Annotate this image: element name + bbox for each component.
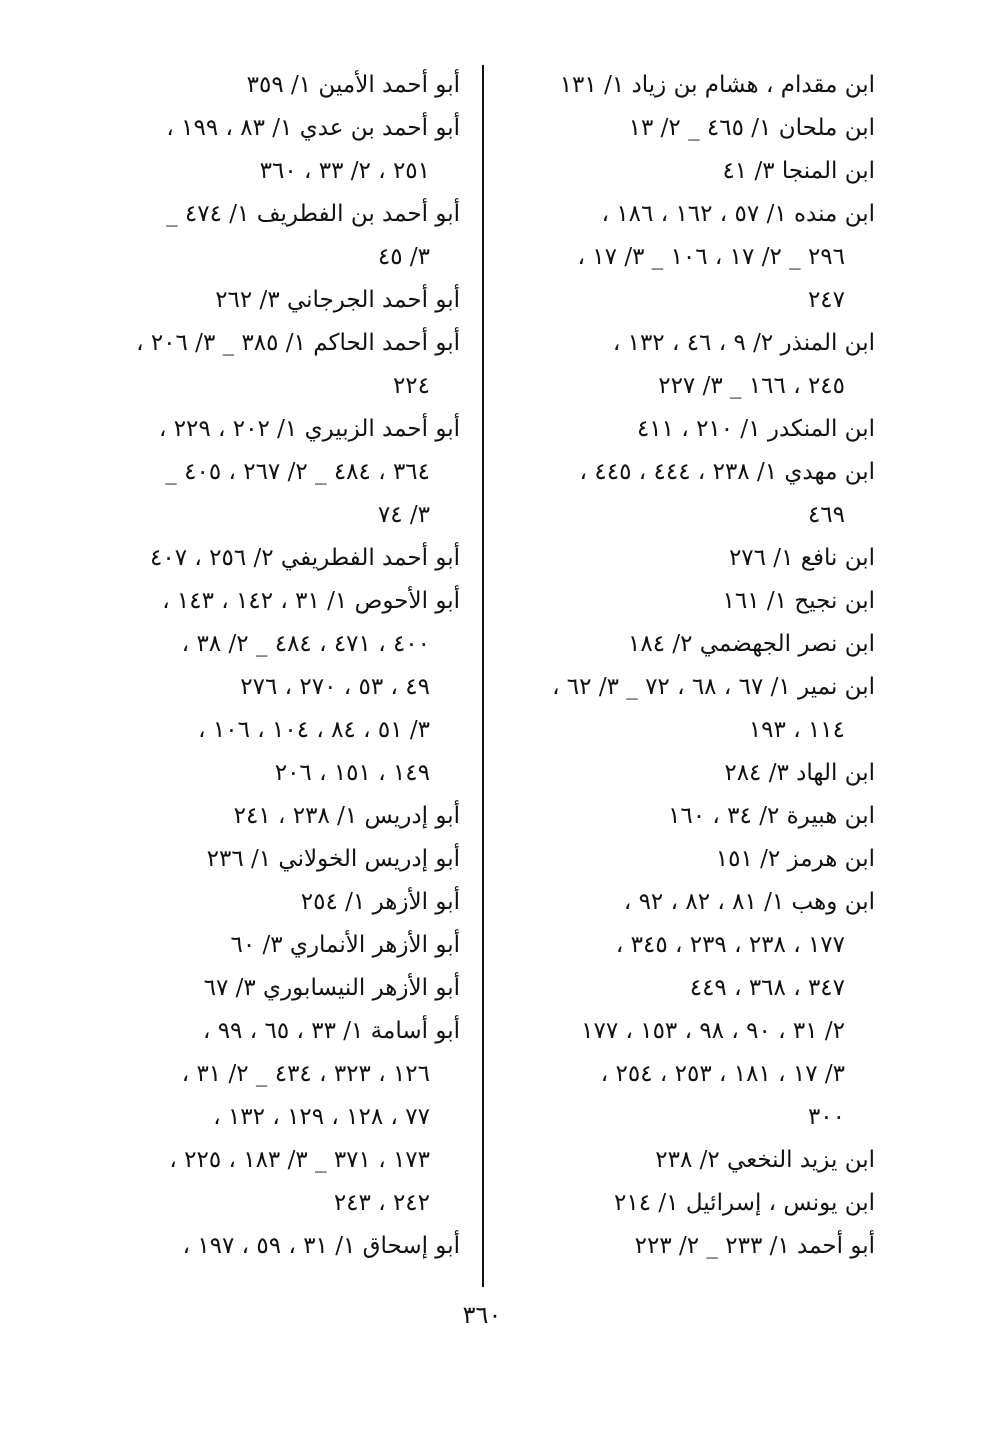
index-entry: أبو أحمد الأمين ١/ ٣٥٩ <box>246 72 460 98</box>
index-entry: ابن المنجا ٣/ ٤١ <box>722 158 875 184</box>
index-entry: أبو أسامة ١/ ٣٣ ، ٦٥ ، ٩٩ ، <box>202 1018 460 1044</box>
index-entry-continuation: ٢٤٢ ، ٢٤٣ <box>333 1190 430 1216</box>
index-entry-continuation: ٢٥١ ، ٢/ ٣٣ ، ٣٦٠ <box>259 158 430 184</box>
index-entry: أبو إسحاق ١/ ٣١ ، ٥٩ ، ١٩٧ ، <box>182 1233 460 1259</box>
index-entry: أبو أحمد بن الفطريف ١/ ٤٧٤ _ <box>166 201 460 227</box>
index-entry: أبو أحمد الجرجاني ٣/ ٢٦٢ <box>215 287 460 313</box>
index-entry: ابن نافع ١/ ٢٧٦ <box>728 545 875 571</box>
index-entry-continuation: ٣/ ٧٤ <box>377 502 430 528</box>
index-entry-continuation: ٢/ ٣١ ، ٩٠ ، ٩٨ ، ١٥٣ ، ١٧٧ <box>581 1018 845 1044</box>
index-entry: ابن هرمز ٢/ ١٥١ <box>715 846 875 872</box>
index-entry-continuation: ٤٠٠ ، ٤٧١ ، ٤٨٤ _ ٢/ ٣٨ ، <box>181 631 430 657</box>
index-entry-continuation: ٢٤٥ ، ١٦٦ _ ٣/ ٢٢٧ <box>658 373 845 399</box>
index-entry-continuation: ٣/ ١٧ ، ١٨١ ، ٢٥٣ ، ٢٥٤ ، <box>600 1061 845 1087</box>
index-entry: أبو أحمد الفطريفي ٢/ ٢٥٦ ، ٤٠٧ <box>150 545 460 571</box>
index-entry-continuation: ٢٩٦ _ ٢/ ١٧ ، ١٠٦ _ ٣/ ١٧ ، <box>577 244 845 270</box>
index-entry-continuation: ٢٤٧ <box>807 287 845 313</box>
index-entry: ابن منده ١/ ٥٧ ، ١٦٢ ، ١٨٦ ، <box>601 201 875 227</box>
index-entry-continuation: ٢٢٤ <box>392 373 430 399</box>
index-entry: أبو أحمد الزبيري ١/ ٢٠٢ ، ٢٢٩ ، <box>158 416 460 442</box>
index-entry: ابن ملحان ١/ ٤٦٥ _ ٢/ ١٣ <box>628 115 875 141</box>
index-column-left <box>95 64 460 1268</box>
index-entry: ابن نمير ١/ ٦٧ ، ٦٨ ، ٧٢ _ ٣/ ٦٢ ، <box>552 674 875 700</box>
index-entry-continuation: ٤٦٩ <box>807 502 845 528</box>
index-entry: ابن المنذر ٢/ ٩ ، ٤٦ ، ١٣٢ ، <box>612 330 875 356</box>
index-entry: ابن يزيد النخعي ٢/ ٢٣٨ <box>655 1147 875 1173</box>
index-entry: أبو الأحوص ١/ ٣١ ، ١٤٢ ، ١٤٣ ، <box>162 588 460 614</box>
index-entry: ابن مهدي ١/ ٢٣٨ ، ٤٤٤ ، ٤٤٥ ، <box>579 459 875 485</box>
index-entry-continuation: ٧٧ ، ١٢٨ ، ١٢٩ ، ١٣٢ ، <box>213 1104 430 1130</box>
index-entry-continuation: ٣/ ٤٥ <box>377 244 430 270</box>
index-entry: أبو أحمد الحاكم ١/ ٣٨٥ _ ٣/ ٢٠٦ ، <box>136 330 460 356</box>
column-divider <box>482 65 484 1287</box>
index-entry: أبو الأزهر ١/ ٢٥٤ <box>300 889 460 915</box>
index-entry-continuation: ٣/ ٥١ ، ٨٤ ، ١٠٤ ، ١٠٦ ، <box>198 717 430 743</box>
index-entry-continuation: ٣٤٧ ، ٣٦٨ ، ٤٤٩ <box>689 975 845 1001</box>
index-entry-continuation: ١٢٦ ، ٣٢٣ ، ٤٣٤ _ ٢/ ٣١ ، <box>181 1061 430 1087</box>
index-entry: أبو أحمد ١/ ٢٣٣ _ ٢/ ٢٢٣ <box>634 1233 875 1259</box>
page-number: ٣٦٠ <box>462 1301 502 1329</box>
index-entry-continuation: ٤٩ ، ٥٣ ، ٢٧٠ ، ٢٧٦ <box>240 674 430 700</box>
index-entry: ابن الهاد ٣/ ٢٨٤ <box>724 760 875 786</box>
index-entry: أبو الأزهر النيسابوري ٣/ ٦٧ <box>203 975 460 1001</box>
index-entry-continuation: ٣٦٤ ، ٤٨٤ _ ٢/ ٢٦٧ ، ٤٠٥ _ <box>165 459 430 485</box>
index-entry: ابن نجيح ١/ ١٦١ <box>722 588 875 614</box>
index-entry: ابن يونس ، إسرائيل ١/ ٢١٤ <box>614 1190 875 1216</box>
index-entry: أبو إدريس ١/ ٢٣٨ ، ٢٤١ <box>233 803 460 829</box>
index-entry-continuation: ١٧٧ ، ٢٣٨ ، ٢٣٩ ، ٣٤٥ ، <box>615 932 845 958</box>
index-entry: ابن نصر الجهضمي ٢/ ١٨٤ <box>627 631 875 657</box>
index-entry: أبو إدريس الخولاني ١/ ٢٣٦ <box>206 846 460 872</box>
index-entry: ابن المنكدر ١/ ٢١٠ ، ٤١١ <box>636 416 875 442</box>
index-entry-continuation: ١٧٣ ، ٣٧١ _ ٣/ ١٨٣ ، ٢٢٥ ، <box>169 1147 430 1173</box>
index-entry: أبو الأزهر الأنماري ٣/ ٦٠ <box>230 932 460 958</box>
index-entry: ابن هبيرة ٢/ ٣٤ ، ١٦٠ <box>668 803 875 829</box>
index-entry-continuation: ١٤٩ ، ١٥١ ، ٢٠٦ <box>274 760 430 786</box>
index-entry-continuation: ٣٠٠ <box>807 1104 845 1130</box>
index-entry-continuation: ١١٤ ، ١٩٣ <box>748 717 845 743</box>
index-column-right <box>505 64 875 1268</box>
index-entry: أبو أحمد بن عدي ١/ ٨٣ ، ١٩٩ ، <box>166 115 460 141</box>
index-entry: ابن مقدام ، هشام بن زياد ١/ ١٣١ <box>559 72 875 98</box>
index-entry: ابن وهب ١/ ٨١ ، ٨٢ ، ٩٢ ، <box>623 889 875 915</box>
